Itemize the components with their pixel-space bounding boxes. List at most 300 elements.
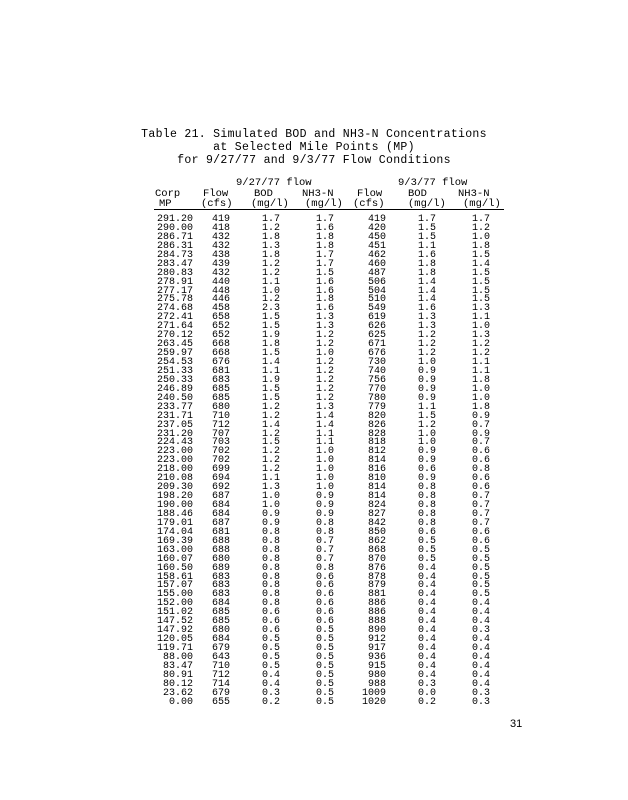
cell-bod-9-27: 0.8 <box>261 589 280 601</box>
cell-flow-9-3: 810 <box>367 473 386 485</box>
cell-bod-9-27: 1.0 <box>261 285 280 297</box>
cell-flow-9-27: 458 <box>211 303 230 315</box>
cell-bod-9-27: 1.4 <box>261 357 280 368</box>
header-mgl-bod-1: (mg/l) <box>251 198 289 210</box>
cell-bod-9-27: 0.8 <box>261 535 280 547</box>
cell-flow-9-3: 870 <box>367 553 386 565</box>
cell-bod-9-3: 1.0 <box>417 437 436 449</box>
cell-nh3-9-27: 1.0 <box>315 473 334 485</box>
cell-mile-point: 271.64 <box>156 321 193 333</box>
cell-bod-9-3: 1.7 <box>417 214 436 225</box>
cell-flow-9-27: 652 <box>211 321 230 333</box>
cell-flow-9-3: 619 <box>367 312 386 324</box>
cell-flow-9-27: 432 <box>211 231 230 243</box>
cell-nh3-9-27: 1.3 <box>315 312 334 324</box>
cell-nh3-9-3: 1.0 <box>471 383 490 395</box>
header-nh3-1: NH3-N <box>302 188 334 200</box>
cell-bod-9-27: 0.9 <box>261 517 280 529</box>
cell-bod-9-3: 0.4 <box>417 625 436 637</box>
cell-mile-point: 231.71 <box>156 410 193 422</box>
cell-mile-point: 231.20 <box>156 428 193 440</box>
cell-flow-9-27: 680 <box>211 625 230 637</box>
cell-mile-point: 290.00 <box>156 222 193 234</box>
cell-mile-point: 152.00 <box>156 598 193 610</box>
cell-nh3-9-27: 1.8 <box>315 231 334 243</box>
cell-flow-9-3: 816 <box>367 464 386 476</box>
cell-nh3-9-27: 1.1 <box>315 437 334 449</box>
cell-flow-9-3: 676 <box>367 348 386 360</box>
header-mgl-nh3-2: (mg/l) <box>463 198 501 210</box>
cell-flow-9-27: 687 <box>211 491 230 503</box>
cell-nh3-9-27: 0.6 <box>315 571 334 583</box>
cell-bod-9-3: 0.8 <box>417 508 436 520</box>
cell-bod-9-27: 1.2 <box>261 267 280 279</box>
cell-flow-9-27: 710 <box>211 410 230 422</box>
cell-nh3-9-3: 0.5 <box>471 589 490 601</box>
cell-nh3-9-27: 0.6 <box>315 589 334 601</box>
cell-mile-point: 158.61 <box>156 571 193 583</box>
cell-nh3-9-3: 0.4 <box>471 643 490 654</box>
cell-flow-9-3: 878 <box>367 571 386 583</box>
cell-nh3-9-3: 1.0 <box>471 392 490 404</box>
cell-bod-9-3: 0.5 <box>417 544 436 556</box>
cell-bod-9-3: 0.4 <box>417 571 436 583</box>
cell-bod-9-27: 2.3 <box>261 303 280 315</box>
cell-mile-point: 147.92 <box>156 625 193 637</box>
cell-bod-9-27: 1.5 <box>261 392 280 404</box>
cell-mile-point: 151.02 <box>156 607 193 619</box>
cell-bod-9-3: 1.3 <box>417 312 436 324</box>
cell-flow-9-27: 683 <box>211 589 230 601</box>
cell-bod-9-27: 1.2 <box>261 410 280 422</box>
cell-flow-9-3: 1020 <box>361 696 386 708</box>
cell-mile-point: 283.47 <box>156 258 193 270</box>
cell-mile-point: 190.00 <box>156 500 193 511</box>
cell-flow-9-27: 679 <box>211 687 230 699</box>
cell-flow-9-3: 419 <box>367 214 386 225</box>
cell-bod-9-3: 1.3 <box>417 321 436 333</box>
cell-flow-9-3: 827 <box>367 508 386 520</box>
cell-nh3-9-3: 0.5 <box>471 553 490 565</box>
cell-nh3-9-27: 0.7 <box>315 553 334 565</box>
cell-flow-9-3: 420 <box>367 222 386 234</box>
cell-mile-point: 119.71 <box>156 643 193 654</box>
cell-bod-9-27: 1.0 <box>261 500 280 511</box>
cell-mile-point: 218.00 <box>156 464 193 476</box>
cell-nh3-9-27: 0.6 <box>315 607 334 619</box>
cell-nh3-9-27: 1.6 <box>315 303 334 315</box>
cell-mile-point: 254.53 <box>156 357 193 368</box>
cell-bod-9-3: 0.9 <box>417 455 436 467</box>
cell-nh3-9-27: 1.2 <box>315 339 334 351</box>
cell-nh3-9-27: 1.7 <box>315 214 334 225</box>
cell-bod-9-3: 0.4 <box>417 562 436 574</box>
cell-nh3-9-3: 0.3 <box>471 687 490 699</box>
cell-flow-9-27: 710 <box>211 660 230 672</box>
cell-bod-9-3: 0.9 <box>417 392 436 404</box>
cell-bod-9-3: 0.4 <box>417 598 436 610</box>
cell-flow-9-27: 448 <box>211 285 230 297</box>
cell-nh3-9-3: 0.6 <box>471 455 490 467</box>
cell-flow-9-3: 828 <box>367 428 386 440</box>
cell-nh3-9-3: 0.4 <box>471 669 490 681</box>
cell-flow-9-3: 812 <box>367 446 386 458</box>
cell-flow-9-3: 936 <box>367 651 386 663</box>
cell-flow-9-3: 820 <box>367 410 386 422</box>
cell-mile-point: 174.04 <box>156 526 193 538</box>
cell-flow-9-3: 451 <box>367 240 386 252</box>
cell-bod-9-3: 0.5 <box>417 553 436 565</box>
cell-flow-9-27: 432 <box>211 240 230 252</box>
cell-nh3-9-27: 1.8 <box>315 240 334 252</box>
cell-flow-9-27: 707 <box>211 428 230 440</box>
cell-mile-point: 198.20 <box>156 491 193 503</box>
cell-nh3-9-3: 1.2 <box>471 348 490 360</box>
cell-mile-point: 160.07 <box>156 553 193 565</box>
cell-flow-9-27: 679 <box>211 643 230 654</box>
cell-mile-point: 80.12 <box>162 678 193 690</box>
cell-bod-9-27: 1.0 <box>261 491 280 503</box>
cell-bod-9-3: 0.8 <box>417 491 436 503</box>
cell-flow-9-3: 876 <box>367 562 386 574</box>
cell-bod-9-27: 1.9 <box>261 374 280 386</box>
table-row <box>150 696 510 708</box>
cell-mile-point: 209.30 <box>156 482 193 494</box>
cell-flow-9-3: 460 <box>367 258 386 270</box>
cell-mile-point: 188.46 <box>156 508 193 520</box>
cell-flow-9-3: 824 <box>367 500 386 511</box>
cell-flow-9-3: 826 <box>367 419 386 431</box>
cell-flow-9-27: 676 <box>211 357 230 368</box>
cell-bod-9-27: 1.9 <box>261 330 280 342</box>
cell-bod-9-3: 0.4 <box>417 643 436 654</box>
cell-nh3-9-27: 0.6 <box>315 580 334 592</box>
cell-bod-9-3: 1.4 <box>417 294 436 306</box>
cell-bod-9-27: 1.2 <box>261 258 280 270</box>
cell-flow-9-27: 668 <box>211 339 230 351</box>
cell-flow-9-27: 688 <box>211 544 230 556</box>
cell-mile-point: 251.33 <box>156 365 193 377</box>
header-bod-2: BOD <box>408 188 427 200</box>
cell-bod-9-3: 0.9 <box>417 446 436 458</box>
cell-flow-9-3: 814 <box>367 482 386 494</box>
cell-nh3-9-27: 0.9 <box>315 508 334 520</box>
cell-flow-9-3: 886 <box>367 607 386 619</box>
cell-bod-9-27: 0.8 <box>261 526 280 538</box>
cell-nh3-9-27: 0.5 <box>315 669 334 681</box>
cell-flow-9-27: 683 <box>211 374 230 386</box>
cell-flow-9-27: 684 <box>211 508 230 520</box>
cell-flow-9-3: 915 <box>367 660 386 672</box>
cell-nh3-9-27: 1.2 <box>315 365 334 377</box>
cell-flow-9-3: 625 <box>367 330 386 342</box>
cell-mile-point: 286.31 <box>156 240 193 252</box>
cell-bod-9-3: 0.9 <box>417 374 436 386</box>
cell-nh3-9-27: 1.3 <box>315 321 334 333</box>
cell-nh3-9-3: 0.3 <box>471 625 490 637</box>
cell-mile-point: 223.00 <box>156 455 193 467</box>
cell-nh3-9-3: 1.3 <box>471 330 490 342</box>
cell-nh3-9-3: 1.4 <box>471 258 490 270</box>
cell-nh3-9-3: 1.1 <box>471 312 490 324</box>
cell-bod-9-3: 1.4 <box>417 285 436 297</box>
cell-bod-9-27: 1.4 <box>261 419 280 431</box>
cell-nh3-9-3: 0.6 <box>471 473 490 485</box>
cell-bod-9-27: 1.2 <box>261 294 280 306</box>
cell-nh3-9-3: 0.8 <box>471 464 490 476</box>
cell-nh3-9-27: 1.0 <box>315 348 334 360</box>
cell-nh3-9-3: 1.8 <box>471 401 490 413</box>
cell-mile-point: 233.77 <box>156 401 193 413</box>
cell-mile-point: 275.78 <box>156 294 193 306</box>
cell-flow-9-27: 668 <box>211 348 230 360</box>
cell-flow-9-3: 780 <box>367 392 386 404</box>
cell-nh3-9-3: 0.7 <box>471 437 490 449</box>
cell-flow-9-27: 702 <box>211 446 230 458</box>
cell-bod-9-27: 0.8 <box>261 580 280 592</box>
header-rule <box>154 209 504 210</box>
cell-flow-9-27: 681 <box>211 526 230 538</box>
cell-mile-point: 246.89 <box>156 383 193 395</box>
cell-bod-9-3: 0.6 <box>417 464 436 476</box>
cell-bod-9-3: 0.4 <box>417 589 436 601</box>
cell-nh3-9-3: 0.5 <box>471 544 490 556</box>
cell-nh3-9-27: 1.2 <box>315 357 334 368</box>
cell-bod-9-27: 0.9 <box>261 508 280 520</box>
cell-flow-9-3: 879 <box>367 580 386 592</box>
group-header-9-27: 9/27/77 flow <box>236 177 312 189</box>
header-flow-1: Flow <box>203 188 229 200</box>
cell-bod-9-3: 1.8 <box>417 267 436 279</box>
cell-bod-9-27: 0.5 <box>261 651 280 663</box>
cell-flow-9-27: 687 <box>211 517 230 529</box>
cell-nh3-9-3: 0.3 <box>471 696 490 708</box>
cell-bod-9-27: 1.8 <box>261 231 280 243</box>
cell-flow-9-27: 685 <box>211 392 230 404</box>
cell-nh3-9-3: 0.7 <box>471 419 490 431</box>
cell-nh3-9-3: 1.5 <box>471 249 490 261</box>
cell-nh3-9-3: 0.6 <box>471 535 490 547</box>
cell-flow-9-3: 487 <box>367 267 386 279</box>
cell-bod-9-3: 1.1 <box>417 401 436 413</box>
cell-nh3-9-27: 1.5 <box>315 267 334 279</box>
cell-bod-9-3: 0.4 <box>417 660 436 672</box>
cell-flow-9-3: 814 <box>367 455 386 467</box>
cell-flow-9-3: 671 <box>367 339 386 351</box>
cell-bod-9-27: 1.5 <box>261 437 280 449</box>
header-bod-1: BOD <box>254 188 273 200</box>
cell-bod-9-27: 0.5 <box>261 660 280 672</box>
cell-nh3-9-27: 0.9 <box>315 500 334 511</box>
cell-nh3-9-3: 1.0 <box>471 321 490 333</box>
cell-nh3-9-3: 1.8 <box>471 374 490 386</box>
header-corp: Corp <box>155 188 181 200</box>
cell-mile-point: 278.91 <box>156 276 193 288</box>
cell-mile-point: 163.00 <box>156 544 193 556</box>
cell-nh3-9-3: 0.4 <box>471 634 490 646</box>
cell-bod-9-27: 1.1 <box>261 276 280 288</box>
cell-nh3-9-27: 0.9 <box>315 491 334 503</box>
cell-flow-9-3: 510 <box>367 294 386 306</box>
cell-bod-9-3: 0.4 <box>417 669 436 681</box>
cell-nh3-9-3: 1.5 <box>471 267 490 279</box>
cell-bod-9-27: 0.6 <box>261 607 280 619</box>
cell-flow-9-27: 440 <box>211 276 230 288</box>
cell-nh3-9-3: 1.5 <box>471 276 490 288</box>
cell-bod-9-27: 1.2 <box>261 464 280 476</box>
cell-bod-9-3: 0.8 <box>417 517 436 529</box>
header-nh3-2: NH3-N <box>458 188 490 200</box>
cell-nh3-9-27: 1.4 <box>315 419 334 431</box>
cell-nh3-9-27: 0.5 <box>315 634 334 646</box>
cell-bod-9-3: 0.0 <box>417 687 436 699</box>
header-flow-2: Flow <box>357 188 383 200</box>
cell-bod-9-3: 0.9 <box>417 365 436 377</box>
cell-bod-9-27: 1.3 <box>261 240 280 252</box>
cell-mile-point: 286.71 <box>156 231 193 243</box>
cell-flow-9-27: 432 <box>211 267 230 279</box>
cell-flow-9-3: 504 <box>367 285 386 297</box>
cell-bod-9-3: 1.5 <box>417 222 436 234</box>
cell-nh3-9-3: 0.4 <box>471 678 490 690</box>
cell-bod-9-3: 1.5 <box>417 231 436 243</box>
cell-bod-9-27: 0.4 <box>261 669 280 681</box>
cell-flow-9-27: 419 <box>211 214 230 225</box>
cell-flow-9-27: 694 <box>211 473 230 485</box>
cell-mile-point: 83.47 <box>162 660 193 672</box>
cell-mile-point: 284.73 <box>156 249 193 261</box>
header-mp: MP <box>159 198 172 210</box>
cell-bod-9-27: 0.4 <box>261 678 280 690</box>
header-mgl-nh3-1: (mg/l) <box>305 198 343 210</box>
cell-mile-point: 277.17 <box>156 285 193 297</box>
cell-bod-9-27: 0.8 <box>261 571 280 583</box>
cell-bod-9-27: 1.1 <box>261 473 280 485</box>
cell-mile-point: 272.41 <box>156 312 193 324</box>
cell-nh3-9-27: 0.5 <box>315 696 334 708</box>
cell-flow-9-27: 643 <box>211 651 230 663</box>
cell-nh3-9-27: 1.6 <box>315 222 334 234</box>
cell-bod-9-27: 1.5 <box>261 348 280 360</box>
cell-nh3-9-27: 0.7 <box>315 544 334 556</box>
cell-bod-9-27: 1.1 <box>261 365 280 377</box>
cell-flow-9-27: 685 <box>211 616 230 628</box>
cell-flow-9-27: 685 <box>211 607 230 619</box>
cell-mile-point: 155.00 <box>156 589 193 601</box>
cell-bod-9-27: 1.5 <box>261 321 280 333</box>
cell-nh3-9-27: 1.0 <box>315 464 334 476</box>
cell-bod-9-3: 0.2 <box>417 696 436 708</box>
cell-flow-9-3: 549 <box>367 303 386 315</box>
cell-flow-9-3: 980 <box>367 669 386 681</box>
cell-bod-9-27: 1.3 <box>261 482 280 494</box>
cell-flow-9-3: 730 <box>367 357 386 368</box>
cell-nh3-9-27: 0.8 <box>315 526 334 538</box>
caption-line-1: Table 21. Simulated BOD and NH3-N Concentrations <box>141 128 487 141</box>
cell-nh3-9-3: 1.5 <box>471 294 490 306</box>
cell-bod-9-3: 1.0 <box>417 428 436 440</box>
cell-nh3-9-3: 0.4 <box>471 607 490 619</box>
cell-bod-9-27: 0.5 <box>261 634 280 646</box>
cell-flow-9-3: 814 <box>367 491 386 503</box>
cell-bod-9-3: 0.4 <box>417 634 436 646</box>
cell-flow-9-3: 912 <box>367 634 386 646</box>
cell-bod-9-3: 0.8 <box>417 500 436 511</box>
cell-nh3-9-27: 0.5 <box>315 651 334 663</box>
header-cfs-2: (cfs) <box>353 198 385 210</box>
cell-nh3-9-27: 1.2 <box>315 374 334 386</box>
cell-nh3-9-3: 1.2 <box>471 222 490 234</box>
cell-nh3-9-27: 0.5 <box>315 678 334 690</box>
cell-nh3-9-3: 0.4 <box>471 598 490 610</box>
cell-nh3-9-27: 1.1 <box>315 428 334 440</box>
cell-nh3-9-27: 1.2 <box>315 392 334 404</box>
cell-flow-9-3: 779 <box>367 401 386 413</box>
cell-nh3-9-27: 1.2 <box>315 330 334 342</box>
cell-flow-9-3: 818 <box>367 437 386 449</box>
cell-mile-point: 280.83 <box>156 267 193 279</box>
header-mgl-bod-2: (mg/l) <box>408 198 446 210</box>
cell-flow-9-27: 712 <box>211 419 230 431</box>
cell-mile-point: 263.45 <box>156 339 193 351</box>
cell-mile-point: 147.52 <box>156 616 193 628</box>
cell-bod-9-27: 1.2 <box>261 455 280 467</box>
cell-nh3-9-3: 1.1 <box>471 365 490 377</box>
cell-nh3-9-3: 0.5 <box>471 580 490 592</box>
data-table <box>150 216 510 708</box>
cell-nh3-9-3: 1.2 <box>471 339 490 351</box>
caption-line-3: for 9/27/77 and 9/3/77 Flow Conditions <box>177 154 451 167</box>
cell-nh3-9-3: 1.3 <box>471 303 490 315</box>
cell-mile-point: 157.07 <box>156 580 193 592</box>
cell-bod-9-27: 1.2 <box>261 401 280 413</box>
cell-bod-9-3: 0.3 <box>417 678 436 690</box>
cell-flow-9-27: 681 <box>211 365 230 377</box>
cell-bod-9-3: 0.4 <box>417 651 436 663</box>
cell-flow-9-27: 655 <box>211 696 230 708</box>
cell-flow-9-27: 714 <box>211 678 230 690</box>
cell-flow-9-3: 988 <box>367 678 386 690</box>
cell-bod-9-27: 0.6 <box>261 616 280 628</box>
cell-bod-9-27: 0.8 <box>261 544 280 556</box>
cell-mile-point: 210.08 <box>156 473 193 485</box>
cell-nh3-9-27: 1.7 <box>315 249 334 261</box>
cell-bod-9-3: 0.4 <box>417 607 436 619</box>
cell-bod-9-27: 0.6 <box>261 625 280 637</box>
cell-mile-point: 250.33 <box>156 374 193 386</box>
cell-bod-9-3: 1.6 <box>417 249 436 261</box>
cell-mile-point: 223.00 <box>156 446 193 458</box>
cell-nh3-9-3: 0.6 <box>471 482 490 494</box>
cell-nh3-9-27: 1.6 <box>315 285 334 297</box>
cell-nh3-9-3: 0.4 <box>471 660 490 672</box>
cell-nh3-9-3: 1.8 <box>471 240 490 252</box>
cell-flow-9-3: 450 <box>367 231 386 243</box>
cell-flow-9-27: 439 <box>211 258 230 270</box>
cell-flow-9-3: 740 <box>367 365 386 377</box>
cell-flow-9-3: 850 <box>367 526 386 538</box>
cell-bod-9-3: 0.8 <box>417 482 436 494</box>
cell-bod-9-27: 1.8 <box>261 249 280 261</box>
cell-bod-9-3: 1.6 <box>417 303 436 315</box>
cell-nh3-9-3: 0.4 <box>471 651 490 663</box>
cell-nh3-9-3: 0.4 <box>471 616 490 628</box>
cell-bod-9-27: 1.2 <box>261 428 280 440</box>
cell-flow-9-27: 680 <box>211 401 230 413</box>
cell-flow-9-27: 684 <box>211 634 230 646</box>
cell-nh3-9-3: 1.5 <box>471 285 490 297</box>
cell-nh3-9-27: 0.5 <box>315 643 334 654</box>
